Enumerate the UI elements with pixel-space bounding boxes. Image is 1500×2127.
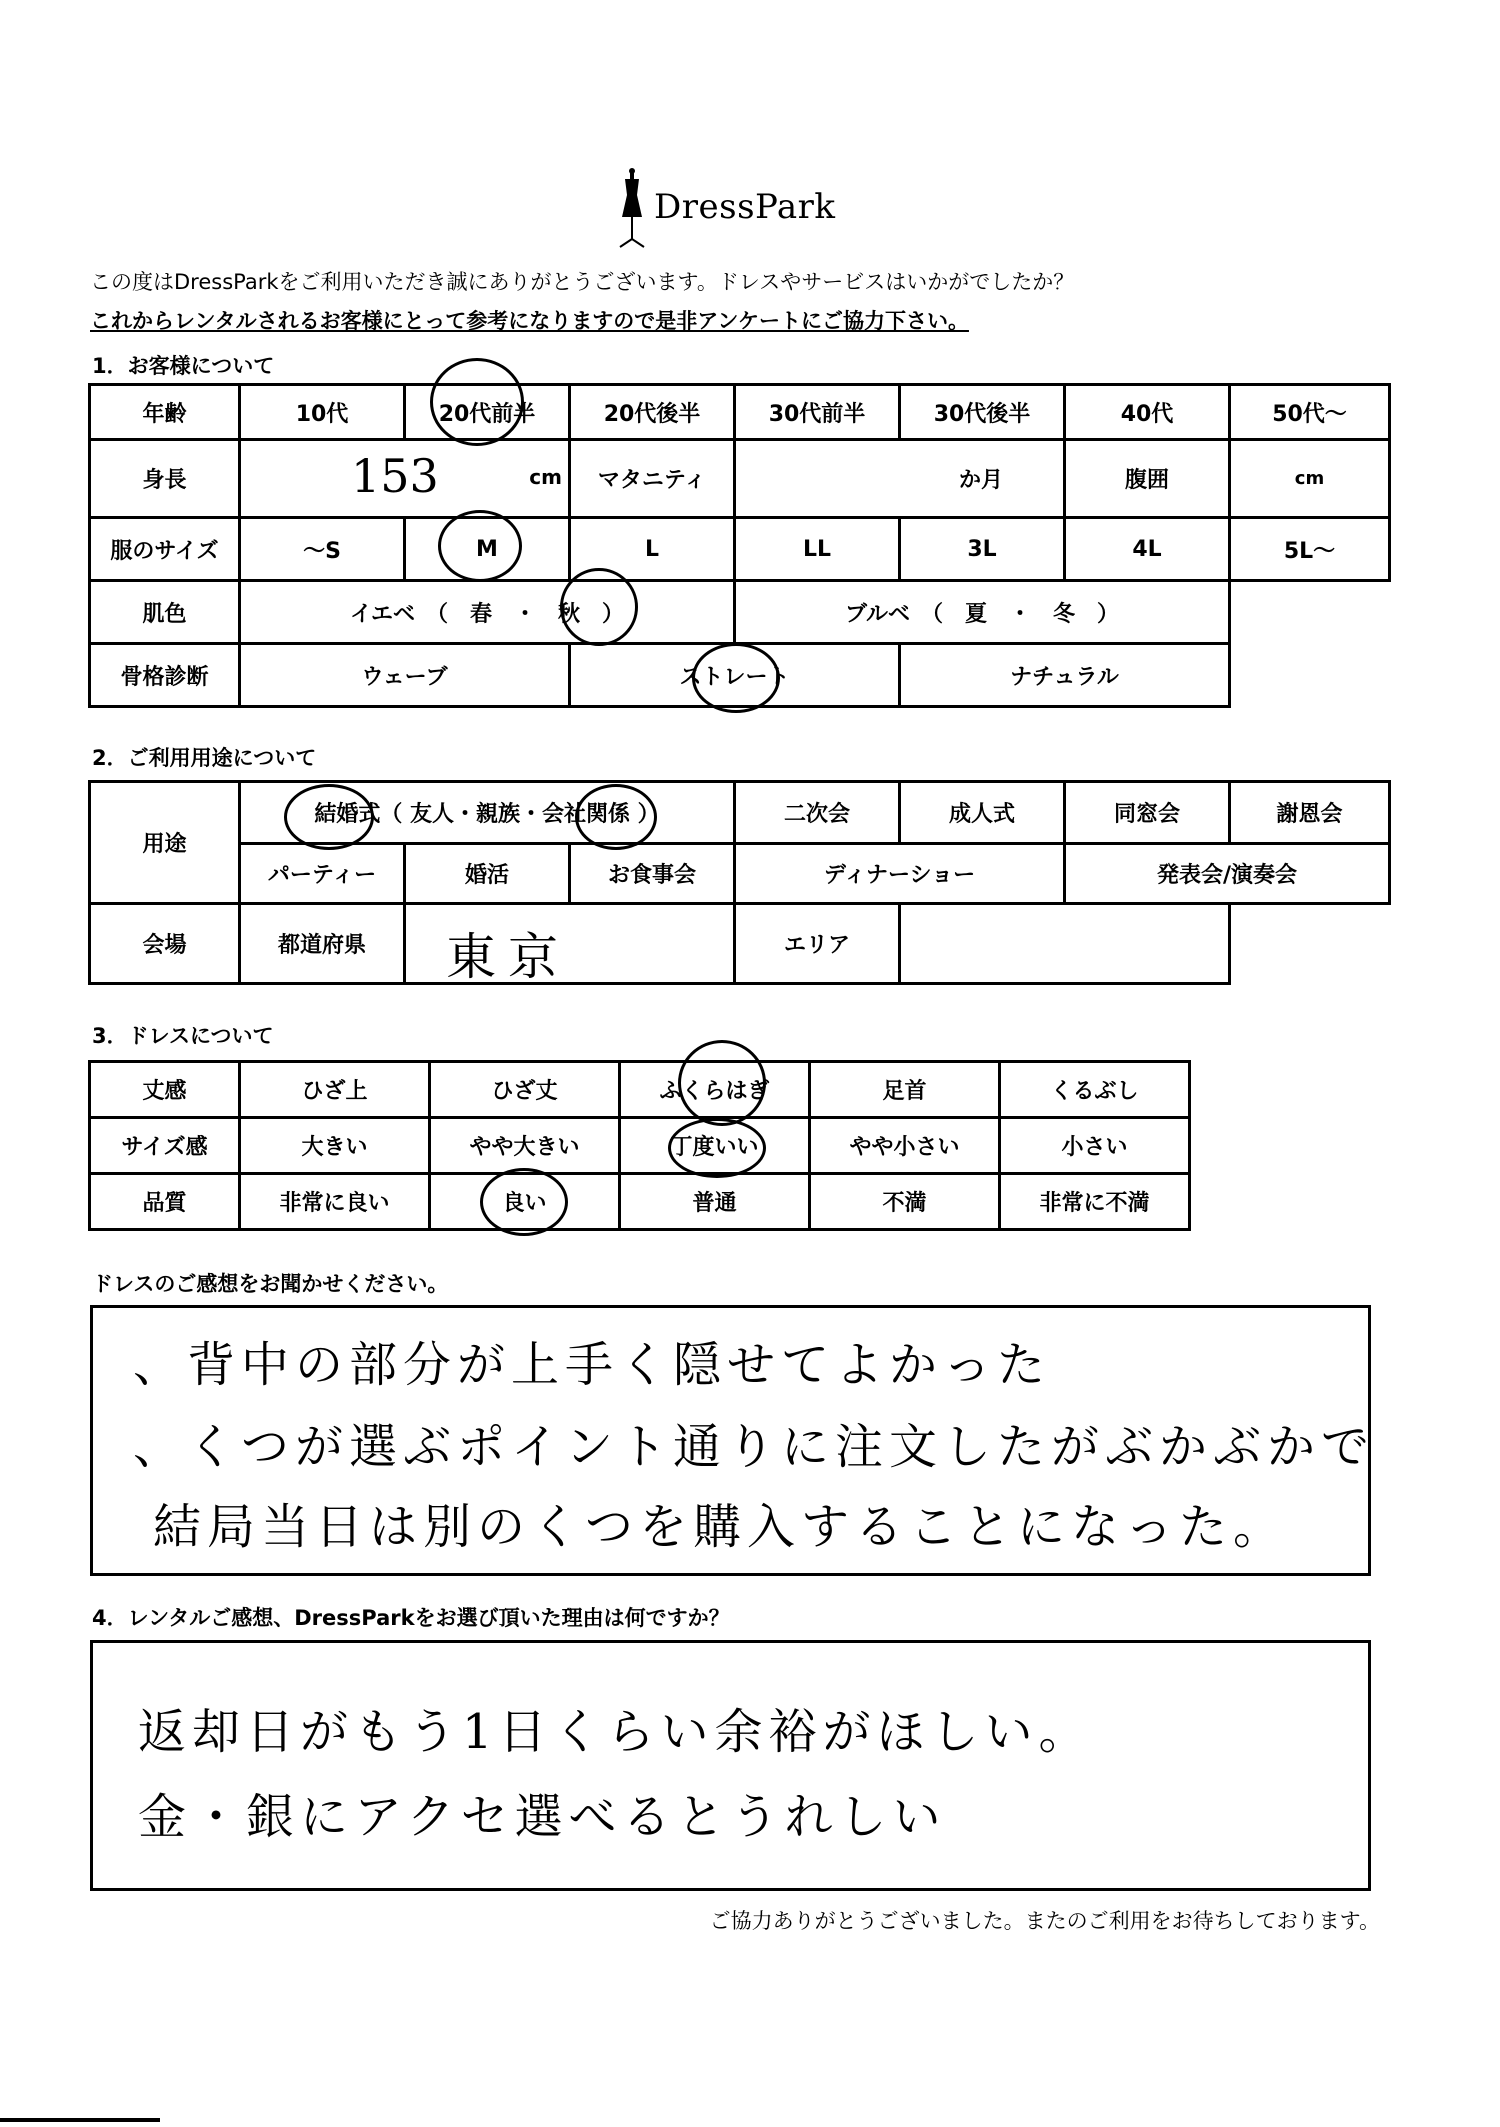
purpose-option[interactable]: 発表会/演奏会 <box>1065 844 1390 904</box>
section-3-title: 3．ドレスについて <box>92 1024 274 1048</box>
age-label: 年齢 <box>90 385 240 440</box>
selection-circle-skin <box>560 568 638 646</box>
purpose-option[interactable]: 謝恩会 <box>1230 782 1390 844</box>
prefecture-label: 都道府県 <box>240 904 405 984</box>
size-option-selected[interactable]: M <box>405 518 570 581</box>
length-option[interactable]: 足首 <box>810 1062 1000 1118</box>
quality-option[interactable]: 非常に良い <box>240 1174 430 1230</box>
waist-label: 腹囲 <box>1065 440 1230 518</box>
size-label: 服のサイズ <box>90 518 240 581</box>
purpose-option[interactable]: お食事会 <box>570 844 735 904</box>
fit-option[interactable]: やや大きい <box>430 1118 620 1174</box>
dress-comment-line: 、くつが選ぶポイント通りに注文したがぶかぶかで <box>133 1419 1376 1475</box>
purpose-option[interactable]: 成人式 <box>900 782 1065 844</box>
logo <box>612 165 852 255</box>
selection-circle-bone <box>692 643 780 713</box>
purpose-wedding-option[interactable]: 結婚式（ 友人・親族・会社関係 ） <box>240 782 735 844</box>
dress-table <box>88 1060 1191 1231</box>
size-option[interactable]: L <box>570 518 735 581</box>
dress-comment-box[interactable] <box>90 1305 1376 1576</box>
age-option[interactable]: 10代 <box>240 385 405 440</box>
purpose-option[interactable]: 同窓会 <box>1065 782 1230 844</box>
prefecture-field[interactable] <box>405 904 735 984</box>
selection-circle-fit <box>668 1118 766 1178</box>
size-option[interactable]: 5L～ <box>1230 518 1390 581</box>
dress-comment-line: 結局当日は別のくつを購入することになった。 <box>153 1499 1288 1555</box>
quality-option-selected[interactable]: 良い <box>430 1174 620 1230</box>
quality-option[interactable]: 非常に不満 <box>1000 1174 1190 1230</box>
selection-circle-quality <box>480 1168 568 1236</box>
selection-circle-company <box>575 784 657 850</box>
height-field[interactable] <box>240 440 570 518</box>
prefecture-value: 東京 <box>446 928 570 984</box>
selection-circle-wedding <box>284 784 374 850</box>
quality-option[interactable]: 不満 <box>810 1174 1000 1230</box>
reason-comment-box[interactable] <box>90 1640 1371 1891</box>
maternity-label: マタニティ <box>570 440 735 518</box>
fit-label: サイズ感 <box>90 1118 240 1174</box>
purpose-option[interactable]: 二次会 <box>735 782 900 844</box>
quality-label: 品質 <box>90 1174 240 1230</box>
purpose-label: 用途 <box>90 782 240 904</box>
age-option[interactable]: 30代前半 <box>735 385 900 440</box>
bone-label: 骨格診断 <box>90 644 240 707</box>
length-option[interactable]: ひざ上 <box>240 1062 430 1118</box>
waist-unit: cm <box>1294 468 1325 489</box>
purpose-option[interactable]: ディナーショー <box>735 844 1065 904</box>
dress-comment-line: 、背中の部分が上手く隠せてよかった <box>133 1337 1052 1393</box>
dress-comment-prompt: ドレスのご感想をお聞かせください。 <box>92 1272 449 1296</box>
fit-option[interactable]: 大きい <box>240 1118 430 1174</box>
selection-circle-length <box>678 1040 766 1126</box>
selection-circle-age <box>430 358 524 446</box>
size-option[interactable]: ～S <box>240 518 405 581</box>
length-option[interactable]: くるぶし <box>1000 1062 1190 1118</box>
venue-label: 会場 <box>90 904 240 984</box>
logo-text: DressPark <box>654 187 836 227</box>
size-option[interactable]: 4L <box>1065 518 1230 581</box>
months-unit: か月 <box>958 468 1003 493</box>
reason-comment-line: 返却日がもう1日くらい余裕がほしい。 <box>138 1704 1093 1760</box>
bone-option[interactable]: ナチュラル <box>900 644 1230 707</box>
age-option[interactable]: 20代後半 <box>570 385 735 440</box>
height-unit: cm <box>529 465 562 489</box>
area-label: エリア <box>735 904 900 984</box>
footer-thanks: ご協力ありがとうございました。またのご利用をお待ちしております。 <box>709 1909 1380 1933</box>
height-value: 153 <box>351 449 439 503</box>
selection-circle-size <box>438 510 522 582</box>
intro-line-1: この度はDressParkをご利用いただき誠にありがとうございます。ドレスやサービスはいかがでしたか？ <box>90 270 1075 294</box>
waist-field[interactable] <box>1230 440 1390 518</box>
purpose-option[interactable]: パーティー <box>240 844 405 904</box>
fit-option-selected[interactable]: 丁度いい <box>620 1118 810 1174</box>
section-4-title: 4．レンタルご感想、DressParkをお選び頂いた理由は何ですか？ <box>92 1606 730 1630</box>
skin-yellow-option[interactable]: イエベ （ 春 ・ 秋 ） <box>240 581 735 644</box>
size-option[interactable]: 3L <box>900 518 1065 581</box>
height-label: 身長 <box>90 440 240 518</box>
section-1-title: 1．お客様について <box>92 354 275 378</box>
maternity-field[interactable] <box>735 440 1065 518</box>
quality-option[interactable]: 普通 <box>620 1174 810 1230</box>
length-label: 丈感 <box>90 1062 240 1118</box>
bone-option-selected[interactable]: ストレート <box>570 644 900 707</box>
length-option[interactable]: ひざ丈 <box>430 1062 620 1118</box>
skin-blue-option[interactable]: ブルベ （ 夏 ・ 冬 ） <box>735 581 1230 644</box>
age-option-selected[interactable]: 20代前半 <box>405 385 570 440</box>
age-option[interactable]: 40代 <box>1065 385 1230 440</box>
bone-option[interactable]: ウェーブ <box>240 644 570 707</box>
age-option[interactable]: 30代後半 <box>900 385 1065 440</box>
purpose-table <box>88 780 1391 985</box>
length-option-selected[interactable]: ふくらはぎ <box>620 1062 810 1118</box>
skin-label: 肌色 <box>90 581 240 644</box>
fit-option[interactable]: 小さい <box>1000 1118 1190 1174</box>
age-option[interactable]: 50代～ <box>1230 385 1390 440</box>
reason-comment-line: 金・銀にアクセ選べるとうれしい <box>138 1789 947 1845</box>
purpose-option[interactable]: 婚活 <box>405 844 570 904</box>
dress-form-icon <box>616 165 648 253</box>
size-option[interactable]: LL <box>735 518 900 581</box>
section-2-title: 2．ご利用用途について <box>92 746 317 770</box>
fit-option[interactable]: やや小さい <box>810 1118 1000 1174</box>
intro-line-2: これからレンタルされるお客様にとって参考になりますので是非アンケートにご協力下さい。 <box>90 309 969 333</box>
page-edge-line <box>0 2118 160 2122</box>
area-field[interactable] <box>900 904 1230 984</box>
